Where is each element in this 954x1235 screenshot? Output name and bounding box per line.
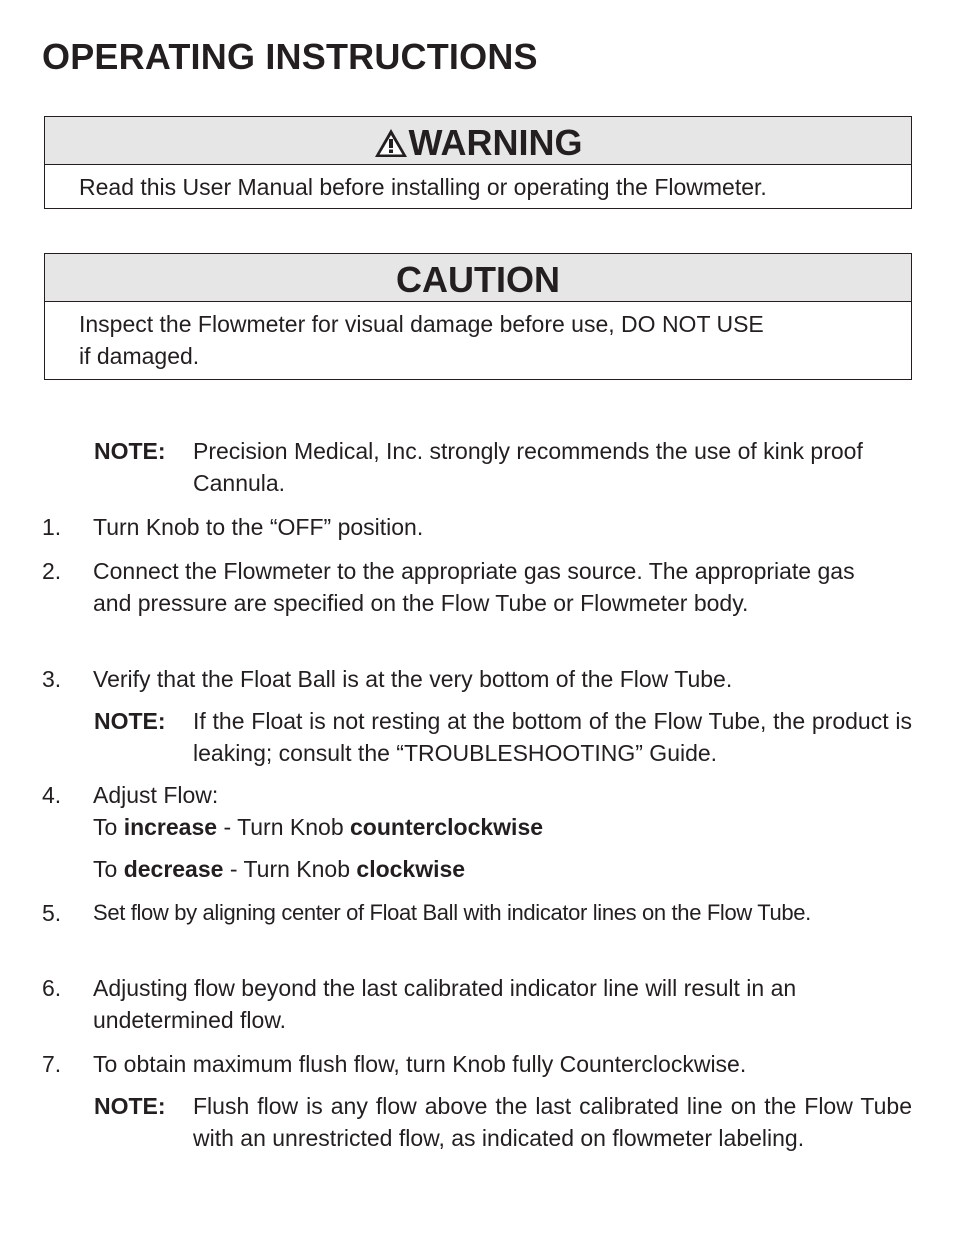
step-1 [42,511,902,543]
step-number: 4. [42,782,62,808]
step-text: Connect the Flowmeter to the appropriate gas source. The appropriate gas and pressure are specified on the Flow Tube or Flowmeter body. [93,558,855,616]
caution-heading: CAUTION [45,254,911,302]
note-text: If the Float is not resting at the bottom of the Flow Tube, the product is leaking; consult the “TROUBLESHOOTING” Guide. [193,708,912,766]
decrease-instruction: To decrease - Turn Knob clockwise [93,856,466,882]
note-label: NOTE: [94,1093,166,1119]
step-text: Adjusting flow beyond the last calibrated indicator line will result in an undetermined flow. [93,975,797,1033]
page-title: OPERATING INSTRUCTIONS [42,36,538,77]
step-number: 6. [42,975,62,1001]
note-label: NOTE: [94,438,166,464]
warning-box [44,116,912,209]
caution-body-line: Inspect the Flowmeter for visual damage before use, DO NOT USE [79,311,764,337]
increase-instruction: To increase - Turn Knob counterclockwise [93,814,544,840]
warning-body: Read this User Manual before installing or operating the Flowmeter. [79,174,767,200]
step-6 [42,972,872,1036]
adjust-flow-label: Adjust Flow: [93,782,219,808]
step-number: 7. [42,1051,62,1077]
step-2 [42,555,862,619]
step-number: 2. [42,558,62,584]
step-text: Set flow by aligning center of Float Ball with indicator lines on the Flow Tube. [93,900,811,925]
caution-body-line: if damaged. [79,343,200,369]
step-number: 5. [42,900,62,926]
note-text: Flush flow is any flow above the last calibrated line on the Flow Tube with an unrestricted flow, as indicated on flowmeter labeling. [193,1093,912,1151]
increase-word: increase [123,814,218,840]
step-text: To obtain maximum flush flow, turn Knob fully Counterclockwise. [93,1051,747,1077]
clockwise-word: clockwise [356,856,466,882]
step-text: Verify that the Float Ball is at the very bottom of the Flow Tube. [93,666,733,692]
note-float [94,705,912,769]
step-5 [42,897,872,929]
step-4 [42,779,902,885]
note-intro [94,435,912,499]
step-number: 3. [42,666,62,692]
note-label: NOTE: [94,708,166,734]
step-text: Turn Knob to the “OFF” position. [93,514,424,540]
warning-heading-text: WARNING [408,122,583,163]
note-flush [94,1090,912,1154]
step-7 [42,1048,902,1080]
step-number: 1. [42,514,62,540]
step-3 [42,663,902,695]
step-text [93,779,902,885]
decrease-word: decrease [123,856,224,882]
caution-body [45,302,911,378]
counterclockwise-word: counterclockwise [350,814,544,840]
warning-heading [45,117,911,165]
note-text: Precision Medical, Inc. strongly recommends the use of kink proof Cannula. [193,438,863,496]
warning-triangle-icon [374,120,408,150]
caution-box [44,253,912,380]
